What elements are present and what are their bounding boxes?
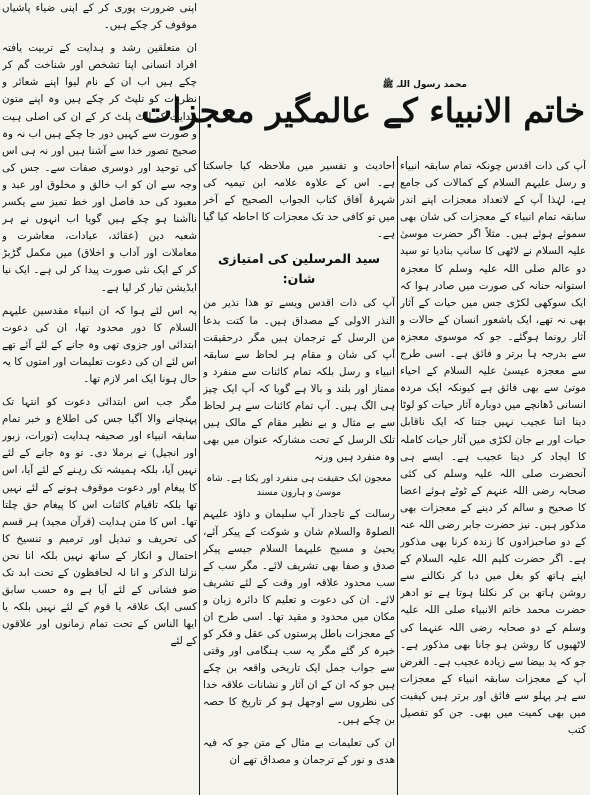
column-divider	[397, 156, 398, 795]
paragraph: آپ کی ذات اقدس چونکہ تمام سابقہ انبیاء و رسل علیہم السلام کے کمالات کی جامع ہے، لہٰذا آپ کے لاتعداد معجزات اپنے اندر سابقہ تمام انبیاء کے معجزات کی شان بھی سموئے ہوئے ہیں۔ مثلاً اگر حضرت موسیٰ علیہ السلام نے لاٹھی کا سانپ بنادیا تو سید دو عالم صلی اللہ علیہ وسلم کا معجزہ استوانہ حنانہ کی صورت میں صادر ہوا کہ ایک سوکھی لکڑی جس میں حیات کے آثار بھی نہ تھے، ایک باشعور انسان کے حالات و آثار رونما ہوگئے۔ جو کہ موسوی معجزہ سے بدرجہ ہا برتر و فائق ہے۔ اسی طرح سے معجزہ عیسیٰ علیہ السلام کے احیاء موتیٰ سے بھی فائق ہے کیونکہ ایک مردہ انسانی ڈھانچے میں دوبارہ آثار حیات کو لوٹا دینا اتنا عجیب نہیں جتنا کہ ایک ناقابل حیات اور بے جان لکڑی میں آثار حیات کاملہ کا ایجاد کر دینا عجیب ہے۔ ایسے ہی آنحضرت صلی اللہ علیہ وسلم کی کئی صحابہ رضی اللہ عنہم کے ٹوٹے ہوئے اعضا کا صحیح و سالم کر دینے کے معجزات بھی مذکور ہیں۔ نیز حضرت جابر رضی اللہ عنہ کے دو صاحبزادوں کا زندہ کرنا بھی مذکور ہے۔ اگر حضرت کلیم اللہ علیہ السلام کے اپنے ہاتھ کو بغل میں دبا کر نکالنے سے روشن ہاتھ بن کر نکلنا ہوتا ہے تو ادھر حضرت محمد خاتم الانبیاء صلی اللہ علیہ وسلم کے دو صحابہ رضی اللہ عنہما کی لاٹھیوں کا روشن ہو جانا بھی مذکور ہے۔ جو کہ ید بیضا سے زیادہ عجیب ہے۔ الغرض آپ کے معجزات سابقہ انبیاء کے معجزات سے ہر پہلو سے فائق اور برتر ہیں کیفیت میں بھی کمیت میں بھی۔ جن کو تفصیل کتب	[400, 160, 586, 737]
title-inset-calligraphy: محمد رسول اللہ ﷺ	[382, 80, 467, 90]
article-title: خاتم الانبیاء کے عالمگیر معجزات	[141, 91, 585, 130]
article-header	[141, 70, 585, 152]
paragraph: رسالت کے تاجدار آپ سلیمان و داؤد علیہم الصلوۃ والسلام شان و شوکت کے پیکر آئے، یحییٰ و مسیح علیہما السلام جیسے پیکر صدق و صفا بھی تشریف لائے۔ مگر سب کے سب محدود علاقہ اور وقت کے لئے تشریف لائے۔ ان کی دعوت و تعلیم کا دائرہ زبان و مکان میں محدود و مقید تھا۔ اسی طرح ان کے معجزات باطل پرستوں کی عقل و فکر کو خیرہ کر گئے مگر یہ سب ہنگامی اور وقتی سے جواب جمل ایک تاریخی واقعہ بن چکے ہیں جو کہ ان کے ان آثار و نشانات علاقہ خدا کی نظروں سے اوجھل ہو کر تاریخ کا حصہ بن چکے ہیں۔	[203, 508, 395, 726]
paragraph: احادیث و تفسیر میں ملاحظہ کیا جاسکتا ہے۔ اس کے علاوہ علامہ ابن تیمیہ کی شہرۂ آفاق کتاب الجواب الصحیح کے آخر میں تو کافی حد تک معجزات کا احاطہ کیا گیا ہے۔	[203, 160, 395, 241]
section-subheading: سید المرسلین کی امتیازی شان:	[217, 251, 381, 287]
paragraph: مگر جب اس ابتدائی دعوت کو انتہا تک پہنچانے والا آگیا جس کی اطلاع و خبر تمام سابقہ انبیاء اور صحیفہ ہدایت (تورات، زبور اور انجیل) نے برملا دی۔ تو وہ جانے کے لئے نہیں آیا، بلکہ ہمیشہ تک رہنے کے لئے آیا، اس کا پیغام اور دعوت موقوف ہونے کے لئے نہیں تھا بلکہ تاقیام کائنات اس کا پیغام حق چلتا تھا۔ اس کا متن ہدایت (قرآن مجید) ہر قسم کی تحریف و تبدیل اور ترمیم و تنسیخ کا احتمال و انکار کے ساتھ نہیں بلکہ انا نحن نزلنا الذکر و انا لہ لحافظون کے تحت ابد تک ضو فشانی کے لئے آیا ہے وہ حسب سابق کسی ایک علاقہ یا قوم کے لئے نہیں بلکہ یا ایھا الناس کے تحت تمام زمانوں اور علاقوں کے لئے	[2, 396, 197, 648]
paragraph: یہ اس لئے ہوا کہ ان انبیاء مقدسین علیہم السلام کا دور محدود تھا، ان کی دعوت ابتدائی اور جزوی تھی وہ جانے کے لئے آئے تھے اس لئے ان کی دعوت تعلیمات اور امتوں کا یہ حال ہونا ایک امر لازم تھا۔	[2, 304, 197, 385]
paragraph: اپنی ضرورت پوری کر کے اپنی ضیاء پاشیاں موقوف کر چکے ہیں۔	[2, 2, 197, 32]
paragraph: ان کی تعلیمات بے مثال کے متن جو کہ فیہ ھدی و نور کے ترجمان و مصداق تھے ان	[203, 736, 395, 766]
inline-quote: معجون ایک حقیقت ہی منفرد اور یکتا ہے۔ شاہ موسیٰ و ہارون مسند	[206, 473, 392, 499]
paragraph: آپ کی ذات اقدس ویسے تو ھذا نذیر من النذر الاولی کے مصداق ہیں۔ ما کتت بدعا من الرسل کے ترجمان ہیں مگر درحقیقت آپ کی شان و مقام ہر لحاظ سے سابقہ انبیاء و رسل بلکہ تمام کائنات سے منفرد و ممتاز اور بلند و بالا ہے گویا کہ آپ ایک چیز ہی الگ ہیں۔ آپ تمام کائنات سے ہر لحاظ سے بے مثال و بے نظیر مقام کے مالک ہیں تلک الرسل کے تحت مشارکہ عنوان میں بھی وہ منفرد ہیں ورنہ	[203, 297, 395, 464]
article-column-right	[400, 158, 586, 795]
paragraph: ان متعلقین رشد و ہدایت کے تربیت یافتہ افراد انسانی اپنا تشخص اور شناخت گم کر چکے ہیں اب ان کے نام لیوا اپنے شعائر و نظریات کو تلپٹ کر چکے ہیں وہ اپنے متون ہدایت کو الٹ پلٹ کر کے ان کی اصلی ہیت و صورت سے کہیں دور جا چکے ہیں اب نہ وہ صحیح تصور خدا سے آشنا ہیں اور نہ ہی اس کی توحید اور دوسری صفات سے۔ جس کی وجہ سے ان کو اب خالق و مخلوق اور عبد و معبود کی حد فاصل اور خط تمیز سے یکسر ناآشنا ہو چکے ہیں گویا اب انہوں نے ہر شعبہ دین (عقائد، عبادات، معاشرت و معاملات اور آداب و اخلاق) میں مکمل گڑبڑ کر کے ایک نئی صورت پیدا کر لی ہے۔ ایک نیا ایڈیشن تیار کر لیا ہے۔	[2, 42, 197, 294]
article-column-middle	[203, 158, 395, 795]
column-divider	[199, 96, 200, 795]
